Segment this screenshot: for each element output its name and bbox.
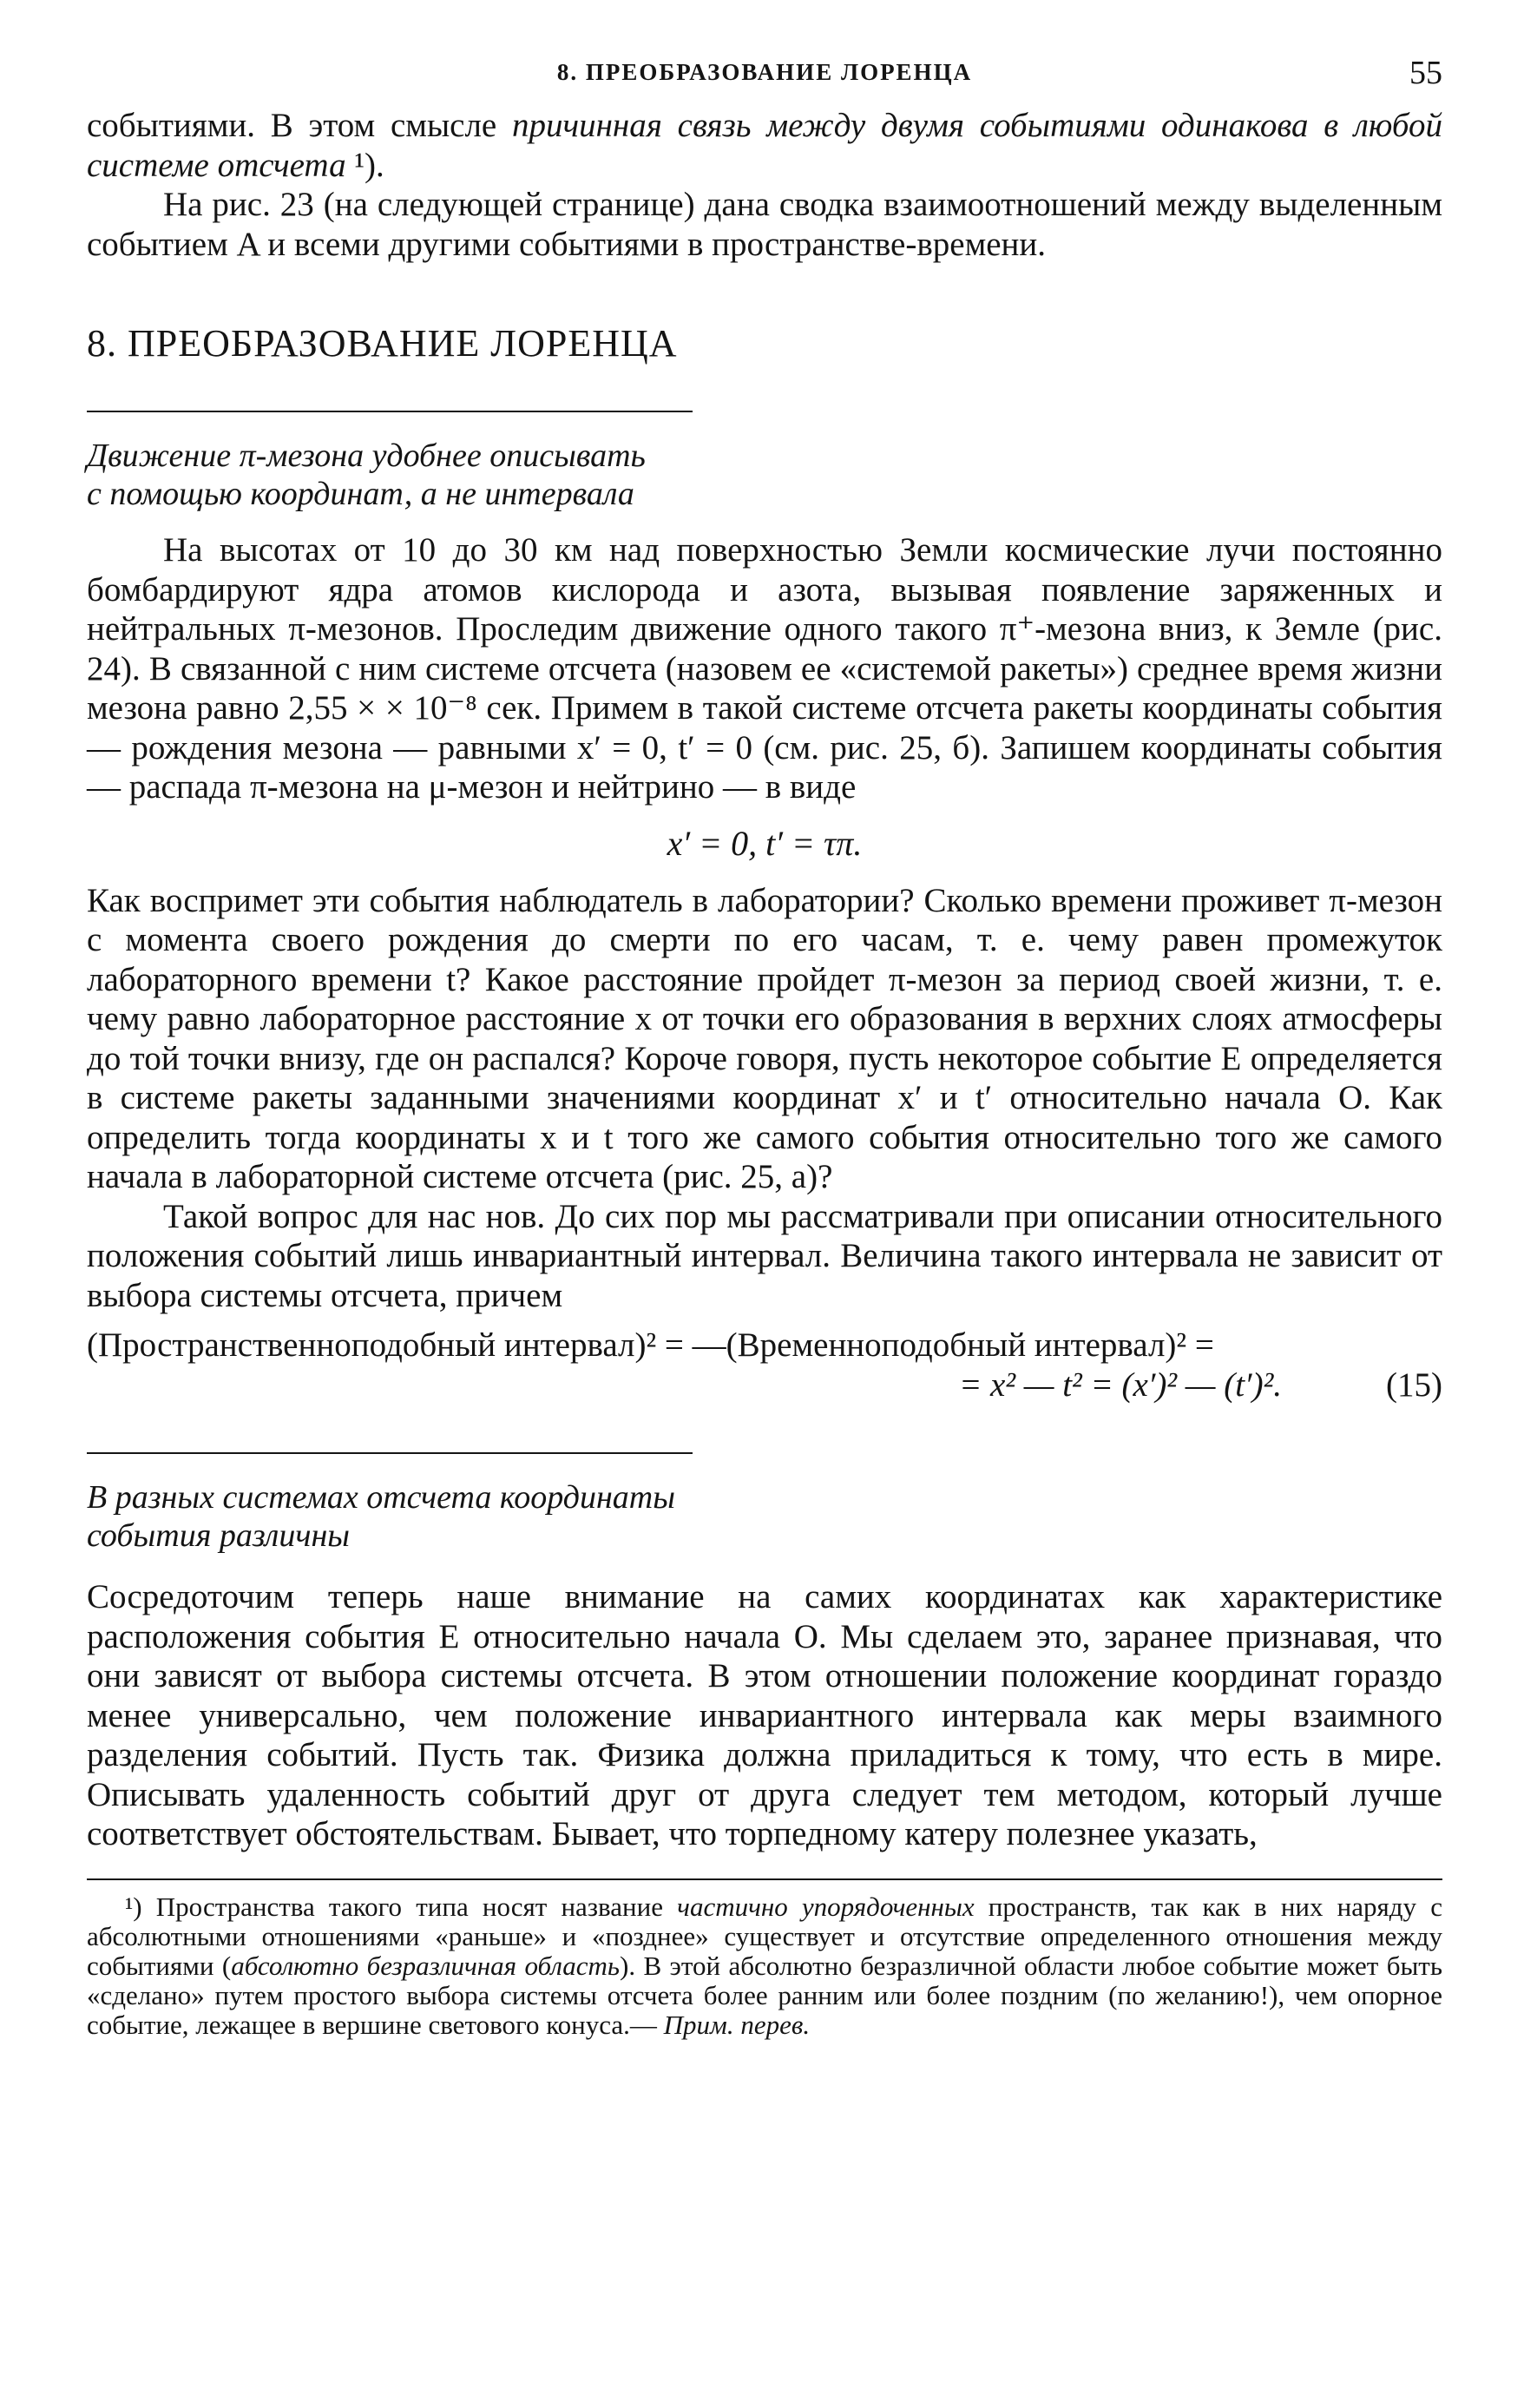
- paragraph-lab-observer: Как воспримет эти события наблюдатель в лаборатории? Сколько времени проживет π-мезон с момента своего рождения до смерти по его часам, т. е. чему равен промежуток лабораторного времени t? Какое расстояние пройдет π-мезон за период своей жизни, т. е. чему равно лабораторное расстояние x от точки его образования в верхних слоях атмосферы до той точки внизу, где он распался? Короче говоря, пусть некоторое событие E определяется в системе ракеты заданными значениями координат x′ и t′ относительно начала O. Как определить тогда координаты x и t того же самого события относительно того же самого начала в лабораторной системе отсчета (рис. 25, а)?: [87, 881, 1442, 1195]
- footnote-rule: [87, 1878, 1442, 1880]
- footnote-text: ¹) Пространства такого типа носят название: [125, 1891, 678, 1922]
- paragraph-cosmic-rays: На высотах от 10 до 30 км над поверхностью Земли космические лучи постоянно бомбардируют ядра атомов кислорода и азота, вызывая появление заряженных и нейтральных π-мезонов. Проследим движение одного такого π⁺-мезона вниз, к Земле (рис. 24). В связанной с ним системе отсчета (назовем ее «системой ракеты») среднее время жизни мезона равно 2,55 × × 10⁻⁸ сек. Примем в такой системе отсчета ракеты координаты события — рождения мезона — равными x′ = 0, t′ = 0 (см. рис. 25, б). Запишем координаты события — распада π-мезона на μ-мезон и нейтрино — в виде: [87, 531, 1442, 806]
- sidenote-line: события различны: [87, 1517, 351, 1554]
- sidenote-rule: [87, 411, 693, 412]
- sidenote-coordinates: [87, 1478, 1442, 1555]
- footnote-text: пространств, так как в них наряду с абсолютными отношениями «раньше» и «позднее» существует и отсутствие определенного отношения между событиями (: [87, 1891, 1442, 1981]
- formula-decay: x′ = 0, t′ = τπ.: [667, 823, 863, 863]
- footnote-emphasis: абсолютно безразличная область: [231, 1950, 621, 1981]
- equation-15-line-1: (Пространственноподобный интервал)² = —(Временноподобный интервал)² =: [87, 1326, 1214, 1364]
- intro-paragraph-2: На рис. 23 (на следующей странице) дана сводка взаимоотношений между выделенным событием A и всеми другими событиями в пространстве-времени.: [87, 186, 1442, 263]
- sidenote-line: Движение π-мезона удобнее описывать: [87, 438, 646, 474]
- intro-paragraph: [87, 106, 1442, 185]
- footnote-text: ). В этой абсолютно безразличной области любое событие может быть «сделано» путем простого выбора системы отсчета более ранним или более поздним (по желанию!), чем опорное событие, лежащее в вершине светового конуса.—: [87, 1950, 1442, 2040]
- intro-text: событиями. В этом смысле: [87, 107, 512, 144]
- footnote-emphasis: частично упорядоченных: [677, 1891, 975, 1922]
- intro-emphasis: причинная связь между двумя событиями одинакова в любой системе отсчета: [87, 107, 1442, 184]
- running-title: 8. ПРЕОБРАЗОВАНИЕ ЛОРЕНЦА: [556, 59, 973, 85]
- equation-number: (15): [1386, 1366, 1442, 1404]
- page-header: [87, 54, 1442, 97]
- page-number: 55: [1409, 55, 1442, 91]
- footnote: [87, 1892, 1442, 2040]
- equation-15-expression: = x² — t² = (x′)² — (t′)².: [958, 1366, 1283, 1404]
- footnote-translator-note: Прим. перев.: [663, 2009, 811, 2040]
- book-page: [87, 54, 1442, 2040]
- equation-15-line-2: [87, 1365, 1442, 1405]
- sidenote-line: В разных системах отсчета координаты: [87, 1479, 675, 1516]
- intro-footnote-ref: ¹).: [345, 146, 384, 184]
- paragraph-invariant-interval: Такой вопрос для нас нов. До сих пор мы рассматривали при описании относительного положения событий лишь инвариантный интервал. Величина такого интервала не зависит от выбора системы отсчета, причем: [87, 1197, 1442, 1314]
- section-title: 8. ПРЕОБРАЗОВАНИЕ ЛОРЕНЦА: [87, 322, 678, 365]
- sidenote-rule: [87, 1452, 693, 1454]
- sidenote-line: с помощью координат, а не интервала: [87, 476, 634, 512]
- paragraph-coordinates: Сосредоточим теперь наше внимание на самих координатах как характеристике расположения события E относительно начала O. Мы сделаем это, заранее признавая, что они зависят от выбора системы отсчета. В этом отношении положение координат гораздо менее универсально, чем положение инвариантного интервала как меры взаимного разделения событий. Пусть так. Физика должна приладиться к тому, что есть в мире. Описывать удаленность событий друг от друга следует тем методом, который лучше соответствует обстоятельствам. Бывает, что торпедному катеру полезнее указать,: [87, 1578, 1442, 1852]
- sidenote-pion: [87, 437, 1442, 513]
